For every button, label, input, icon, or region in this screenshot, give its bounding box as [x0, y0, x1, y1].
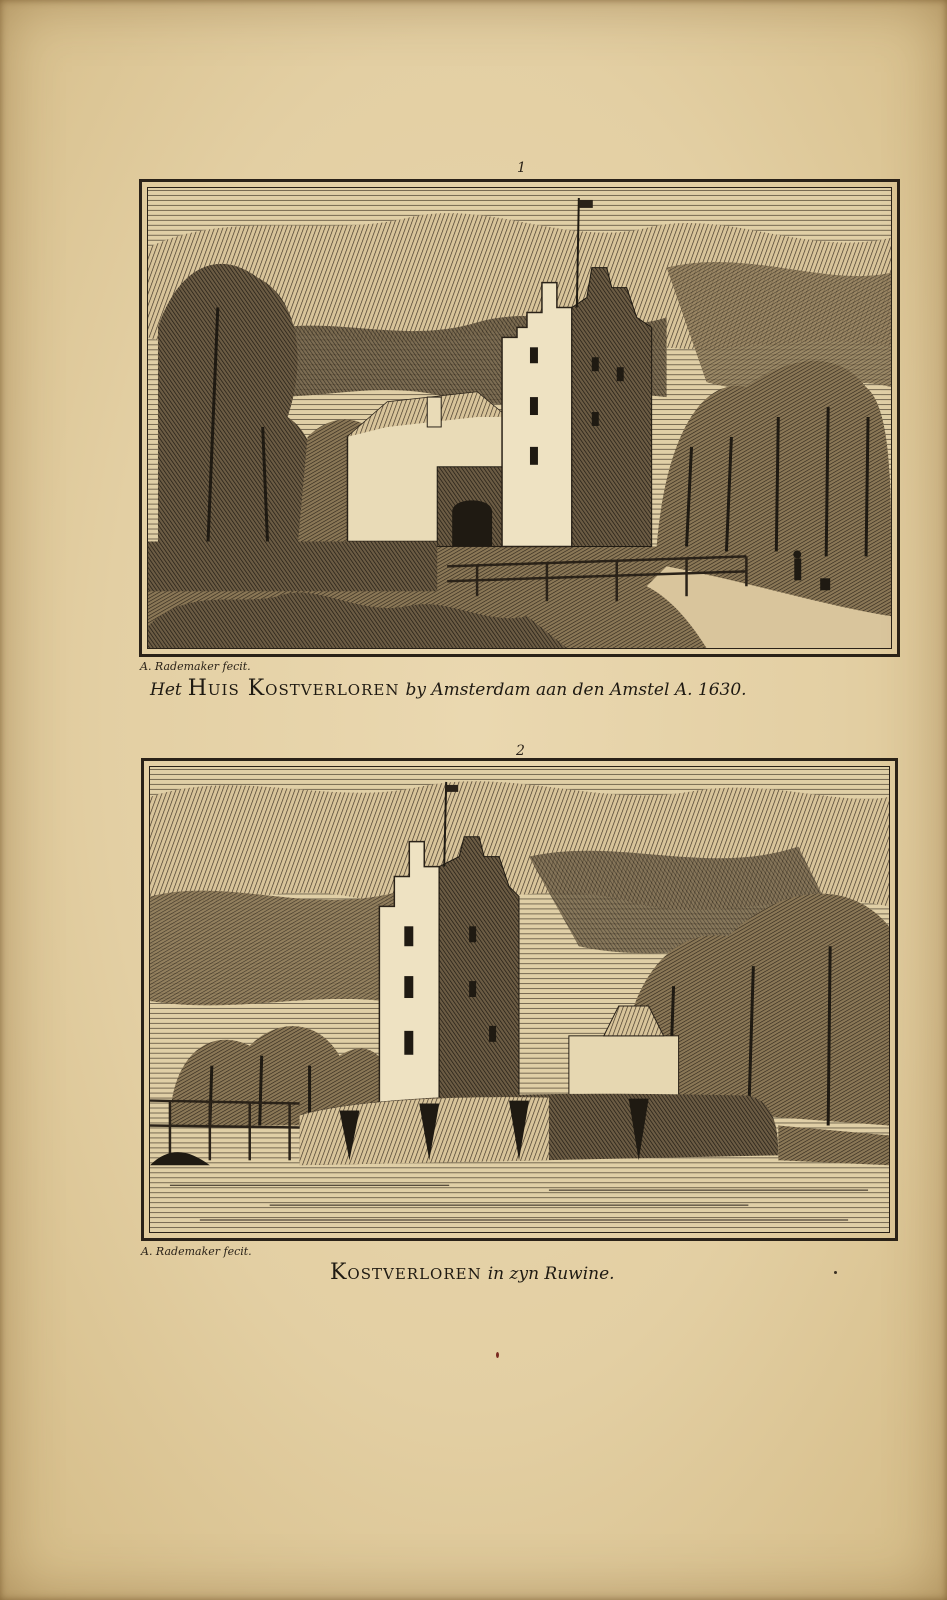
engraving-2-frame [141, 758, 898, 1241]
caption-1-prefix: Het [150, 680, 182, 700]
engraving-2 [149, 766, 890, 1233]
caption-1-title: Huis Kostverloren [187, 676, 400, 701]
engraving-1-signature: A. Rademaker fecit. [140, 660, 251, 673]
caption-2-suffix: in zyn Ruwine. [487, 1264, 615, 1284]
engraving-2-caption [330, 1260, 615, 1285]
engraving-2-signature: A. Rademaker fecit. [141, 1245, 252, 1258]
caption-2-title: Kostverloren [330, 1260, 482, 1285]
paper-stain [496, 1352, 499, 1358]
plate-1-number: 1 [517, 160, 526, 176]
engraving-1 [147, 187, 892, 649]
engraving-2-illustration [150, 767, 889, 1232]
caption-1-suffix: by Amsterdam aan den Amstel A. 1630. [405, 680, 747, 700]
engraving-1-illustration [148, 188, 891, 648]
engraving-1-frame [139, 179, 900, 657]
engraving-1-caption [150, 676, 747, 701]
plate-2-number: 2 [516, 743, 525, 759]
paper-stain [834, 1271, 837, 1274]
